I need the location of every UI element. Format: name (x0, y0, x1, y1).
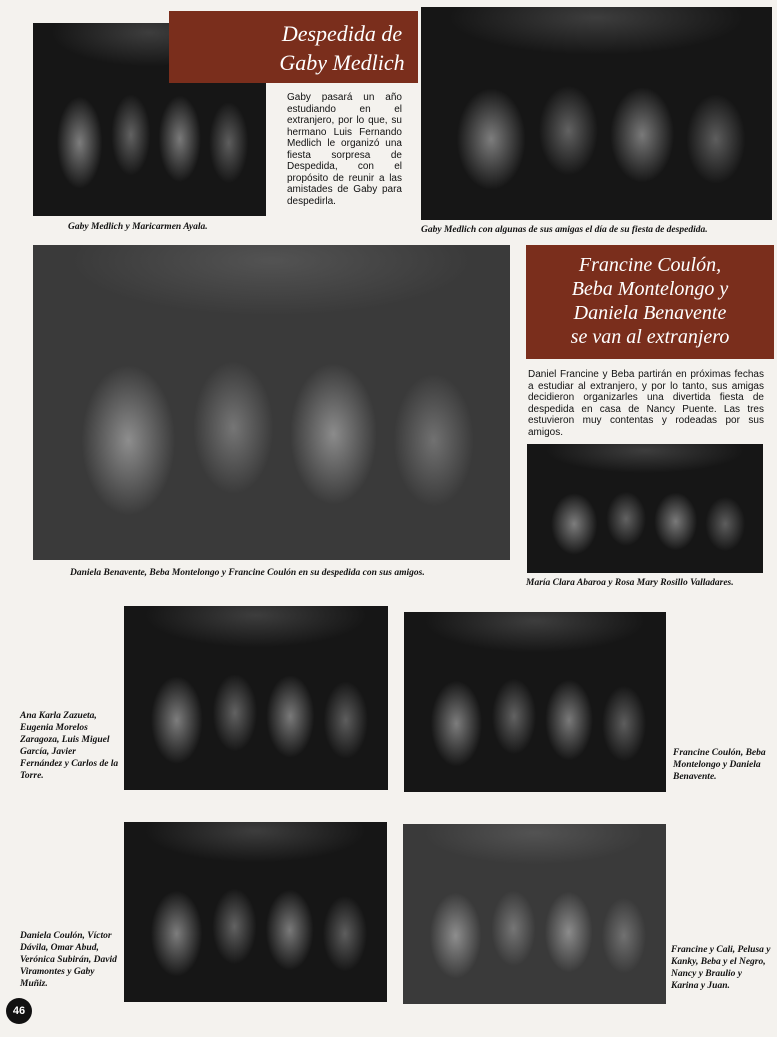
caption-gaby-maricarmen: Gaby Medlich y Maricarmen Ayala. (68, 222, 208, 232)
photo-row2-left (124, 822, 387, 1002)
caption-maria-rosa: María Clara Abaroa y Rosa Mary Rosillo Valladares. (526, 578, 734, 588)
photo-row2-right (403, 824, 666, 1004)
caption-row2-left: Daniela Coulón, Víctor Dávila, Omar Abud, Verónica Subirán, David Viramontes y Gaby Muñiz. (20, 931, 117, 989)
caption-gaby-amigas: Gaby Medlich con algunas de sus amigas el día de su fiesta de despedida. (421, 225, 708, 235)
caption-row2-right: Francine y Cali, Pelusa y Kanky, Beba y el Negro, Nancy y Braulio y Karina y Juan. (671, 945, 771, 991)
caption-row1-right: Francine Coulón, Beba Montelongo y Daniela Benavente. (673, 748, 766, 782)
article-gaby-body: Gaby pasará un año estudiando en el extranjero, por lo que, su hermano Luis Fernando Medlich le organizó una fiesta sorpresa de Despedida, con el propósito de reunir a las amistades de Gaby para despedirla. (287, 92, 402, 207)
title-line: Gaby Medlich (279, 50, 405, 75)
title-line: Daniela Benavente (573, 302, 727, 324)
caption-row1-left: Ana Karla Zazueta, Eugenia Morelos Zaragoza, Luis Miguel García, Javier Fernández y Carlos de la Torre. (20, 711, 119, 781)
caption-group-despedida: Daniela Benavente, Beba Montelongo y Francine Coulón en su despedida con sus amigos. (70, 568, 425, 578)
page-number: 46 (6, 998, 32, 1024)
title-line: Despedida de (281, 21, 403, 46)
photo-row1-left (124, 606, 388, 790)
title-line: Francine Coulón, (578, 254, 722, 276)
title-line: Beba Montelongo y (571, 278, 729, 300)
photo-maria-rosa (527, 444, 763, 573)
title-francine-beba-daniela (526, 245, 774, 359)
title-despedida-gaby (169, 11, 418, 83)
title-line: se van al extranjero (570, 326, 730, 348)
photo-gaby-amigas (421, 7, 772, 220)
photo-group-despedida (33, 245, 510, 560)
article-francine-body: Daniel Francine y Beba partirán en próximas fechas a estudiar al extranjero, y por lo tanto, sus amigas decidieron organizarles una divertida fiesta de despedida en casa de Nancy Puente. Las tres estuvieron muy contentas y rodeadas por sus amigos. (528, 369, 764, 438)
photo-row1-right (404, 612, 666, 792)
